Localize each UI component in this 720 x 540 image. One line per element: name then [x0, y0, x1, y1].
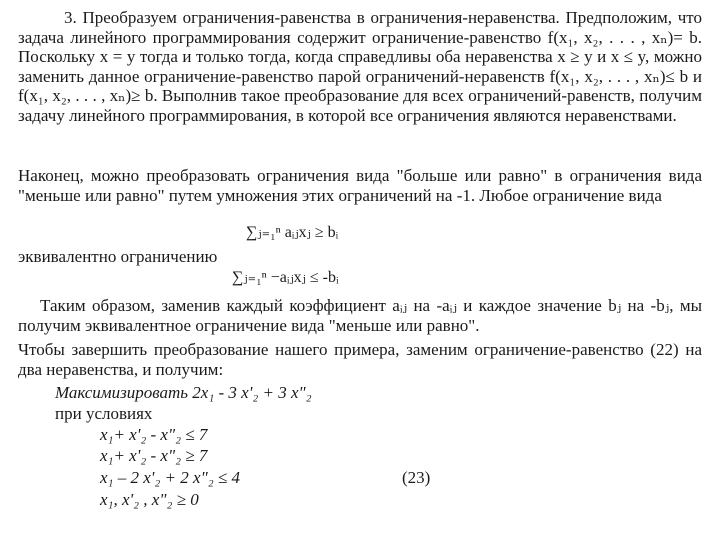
- paragraph-equivalent: эквивалентно ограничению: [18, 247, 218, 266]
- constraint-nonnegativity: x₁, x'₂ , x"₂ ≥ 0: [100, 490, 199, 509]
- conditions-line: при условиях: [55, 404, 153, 423]
- constraint-3: x₁ – 2 x'₂ + 2 x"₂ ≤ 4: [100, 468, 240, 487]
- equation-label: (23): [402, 468, 431, 487]
- formula-sum-greater: ∑ⱼ₌₁ⁿ aᵢⱼxⱼ ≥ bᵢ: [246, 224, 339, 241]
- paragraph-coefficients: Таким образом, заменив каждый коэффициент aᵢⱼ на -aᵢⱼ и каждое значение bⱼ на -bⱼ, мы получим эквивалентное ограничение вида "меньше или равно".: [18, 296, 702, 335]
- paragraph-sign-change: Наконец, можно преобразовать ограничения вида "больше или равно" в ограничения вида "меньше или равно" путем умножения этих ограничений на -1. Любое ограничение вида: [18, 166, 702, 205]
- paragraph-complete-example: Чтобы завершить преобразование нашего примера, заменим ограничение-равенство (22) на два неравенства, и получим:: [18, 340, 702, 379]
- formula-sum-less: ∑ⱼ₌₁ⁿ −aᵢⱼxⱼ ≤ -bᵢ: [232, 269, 339, 286]
- objective-line: Максимизировать 2x₁ - 3 x'₂ + 3 x"₂: [55, 383, 312, 402]
- constraint-1: x₁+ x'₂ - x"₂ ≤ 7: [100, 425, 208, 444]
- constraint-2: x₁+ x'₂ - x"₂ ≥ 7: [100, 446, 208, 465]
- paragraph-equality-to-inequality: 3. Преобразуем ограничения-равенства в ограничения-неравенства. Предположим, что задача линейного программирования содержит ограничение-равенство f(x₁, x₂, . . . , xₙ)= b. Поскольку x = y тогда и только тогда, когда справедливы оба неравенства x ≥ y и x ≤ y, можно заменить данное ограничение-равенство парой ограничений-неравенств f(x₁, x₂, . . . , xₙ)≤ b и f(x₁, x₂, . . . , xₙ)≥ b. Выполнив такое преобразование для всех ограничений-равенств, получим задачу линейного программирования, в которой все ограничения являются неравенствами.: [18, 8, 702, 125]
